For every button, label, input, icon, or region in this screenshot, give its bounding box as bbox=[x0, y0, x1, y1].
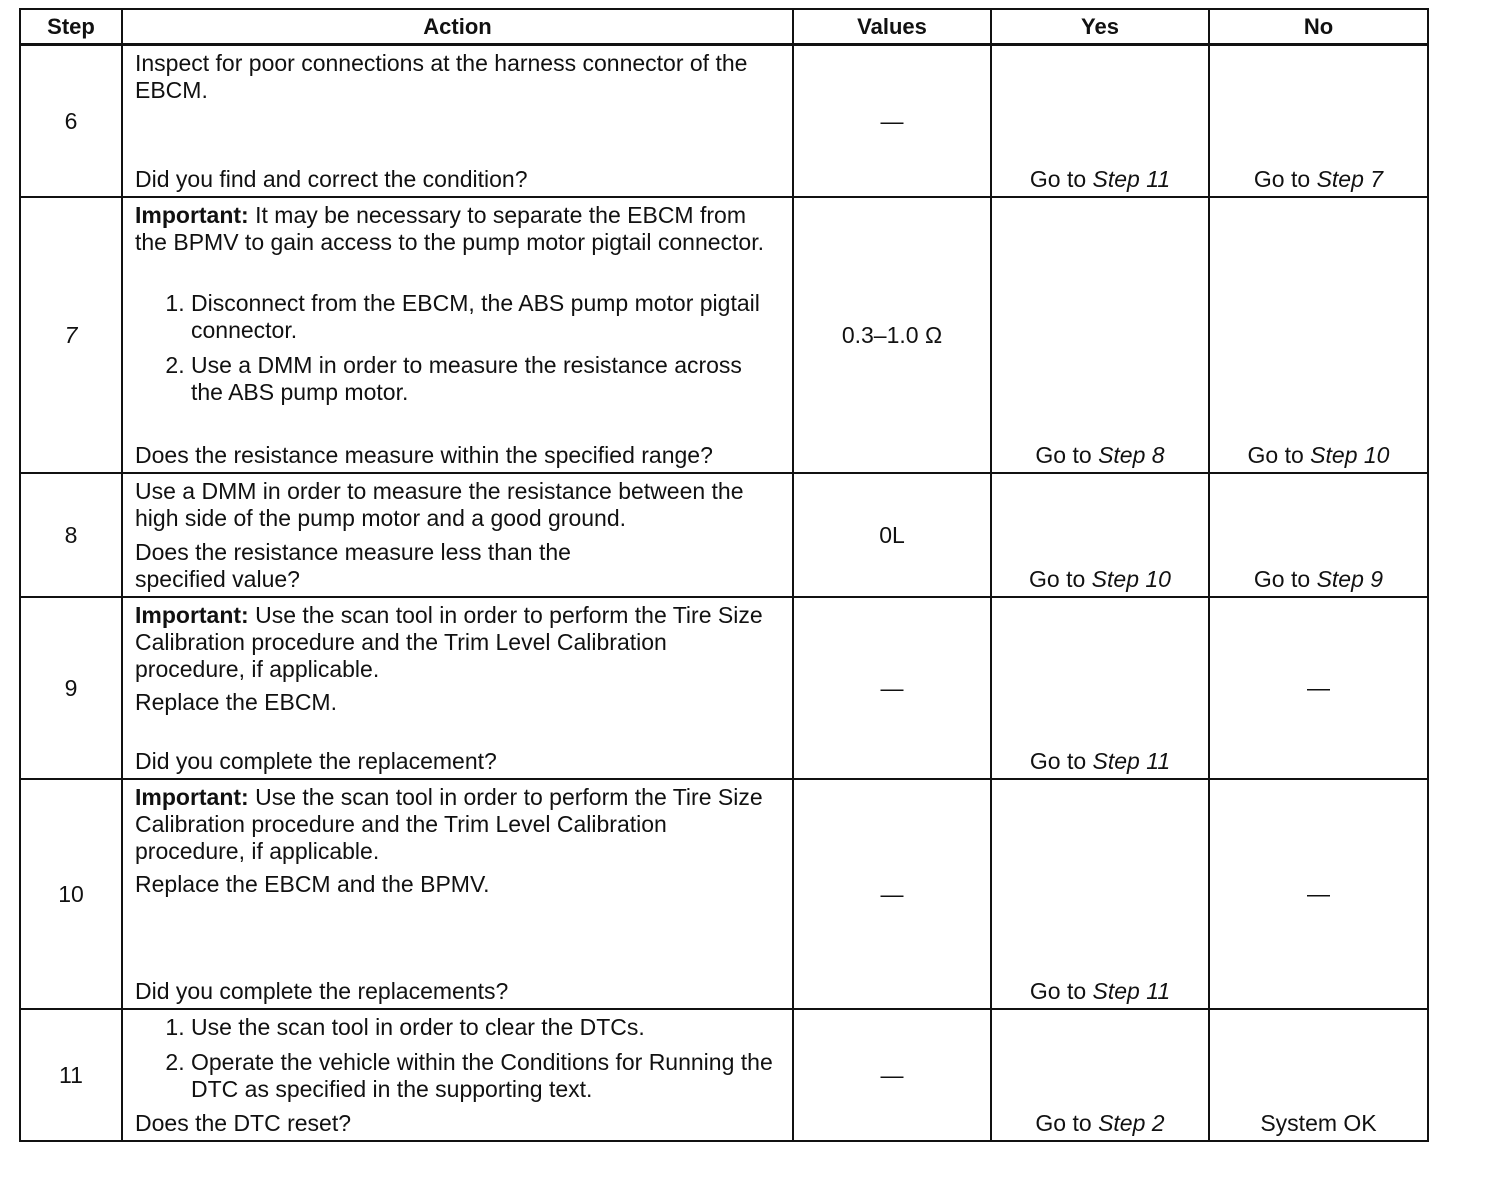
table-row-step-6 bbox=[20, 45, 1428, 198]
action-cell bbox=[122, 197, 793, 473]
header-no: No bbox=[1209, 9, 1428, 45]
question-text: Does the resistance measure within the specified range? bbox=[135, 442, 713, 468]
table-row-step-11 bbox=[20, 1009, 1428, 1141]
no-value: — bbox=[1307, 674, 1330, 701]
action-text: Inspect for poor connections at the harness connector of the EBCM. bbox=[135, 50, 748, 103]
header-action: Action bbox=[122, 9, 793, 45]
yes-cell bbox=[991, 1009, 1209, 1141]
important-note: Important: It may be necessary to separate the EBCM from the BPMV to gain access to the pump motor pigtail connector. bbox=[135, 202, 765, 255]
yes-goto: Go to Step 11 bbox=[1029, 748, 1171, 774]
value-cell: — bbox=[793, 1009, 991, 1141]
no-cell bbox=[1209, 1009, 1428, 1141]
no-value: System OK bbox=[1260, 1110, 1377, 1136]
yes-cell bbox=[991, 473, 1209, 597]
no-goto: Go to Step 7 bbox=[1253, 166, 1384, 192]
question-text: Does the resistance measure less than the specified value? bbox=[135, 539, 571, 592]
header-yes: Yes bbox=[991, 9, 1209, 45]
no-cell bbox=[1209, 197, 1428, 473]
step-number: 11 bbox=[20, 1009, 122, 1141]
question-text: Did you complete the replacements? bbox=[135, 978, 509, 1004]
important-note: Important: Use the scan tool in order to perform the Tire Size Calibration procedure and the Trim Level Calibration procedure, if applicable. bbox=[135, 784, 763, 864]
question-text: Did you complete the replacement? bbox=[135, 748, 497, 774]
step-number: 8 bbox=[20, 473, 122, 597]
diagnostic-table bbox=[19, 8, 1429, 1142]
no-goto: Go to Step 10 bbox=[1247, 442, 1390, 468]
value-cell: 0.3–1.0 Ω bbox=[793, 197, 991, 473]
value-cell: — bbox=[793, 779, 991, 1009]
table-row-step-8 bbox=[20, 473, 1428, 597]
no-cell bbox=[1209, 597, 1428, 779]
yes-goto: Go to Step 10 bbox=[1029, 566, 1171, 592]
yes-cell bbox=[991, 197, 1209, 473]
no-cell bbox=[1209, 473, 1428, 597]
yes-goto: Go to Step 8 bbox=[1035, 442, 1165, 468]
list-item: 2. Use a DMM in order to measure the resistance across the ABS pump motor. bbox=[191, 352, 780, 406]
table-row-step-9 bbox=[20, 597, 1428, 779]
action-cell bbox=[122, 597, 793, 779]
action-cell bbox=[122, 1009, 793, 1141]
action-cell bbox=[122, 779, 793, 1009]
action-text: Replace the EBCM and the BPMV. bbox=[135, 871, 490, 897]
table-row-step-10 bbox=[20, 779, 1428, 1009]
no-cell bbox=[1209, 779, 1428, 1009]
step-number: 10 bbox=[20, 779, 122, 1009]
header-row bbox=[20, 9, 1428, 45]
list-item: 1. Use the scan tool in order to clear the DTCs. bbox=[191, 1014, 780, 1041]
procedure-list bbox=[135, 1014, 780, 1103]
yes-goto: Go to Step 2 bbox=[1035, 1110, 1165, 1136]
table-row-step-7 bbox=[20, 197, 1428, 473]
question-text: Does the DTC reset? bbox=[135, 1110, 352, 1136]
value-cell: 0L bbox=[793, 473, 991, 597]
yes-cell bbox=[991, 45, 1209, 198]
question-text: Did you find and correct the condition? bbox=[135, 166, 528, 192]
yes-cell bbox=[991, 779, 1209, 1009]
action-text: Replace the EBCM. bbox=[135, 689, 337, 715]
step-number: 6 bbox=[20, 45, 122, 198]
list-item: 1. Disconnect from the EBCM, the ABS pump motor pigtail connector. bbox=[191, 290, 780, 344]
action-cell bbox=[122, 45, 793, 198]
header-step: Step bbox=[20, 9, 122, 45]
action-cell bbox=[122, 473, 793, 597]
list-item: 2. Operate the vehicle within the Conditions for Running the DTC as specified in the supporting text. bbox=[191, 1049, 780, 1103]
header-values: Values bbox=[793, 9, 991, 45]
yes-goto: Go to Step 11 bbox=[1029, 166, 1171, 192]
no-goto: Go to Step 9 bbox=[1253, 566, 1384, 592]
yes-cell bbox=[991, 597, 1209, 779]
important-note: Important: Use the scan tool in order to perform the Tire Size Calibration procedure and the Trim Level Calibration procedure, if applicable. bbox=[135, 602, 763, 682]
value-cell: — bbox=[793, 45, 991, 198]
no-value: — bbox=[1307, 880, 1330, 907]
action-text: Use a DMM in order to measure the resistance between the high side of the pump motor and a good ground. bbox=[135, 478, 744, 531]
value-cell: — bbox=[793, 597, 991, 779]
step-number: 7 bbox=[20, 197, 122, 473]
step-number: 9 bbox=[20, 597, 122, 779]
no-cell bbox=[1209, 45, 1428, 198]
yes-goto: Go to Step 11 bbox=[1029, 978, 1171, 1004]
procedure-list bbox=[135, 290, 780, 406]
